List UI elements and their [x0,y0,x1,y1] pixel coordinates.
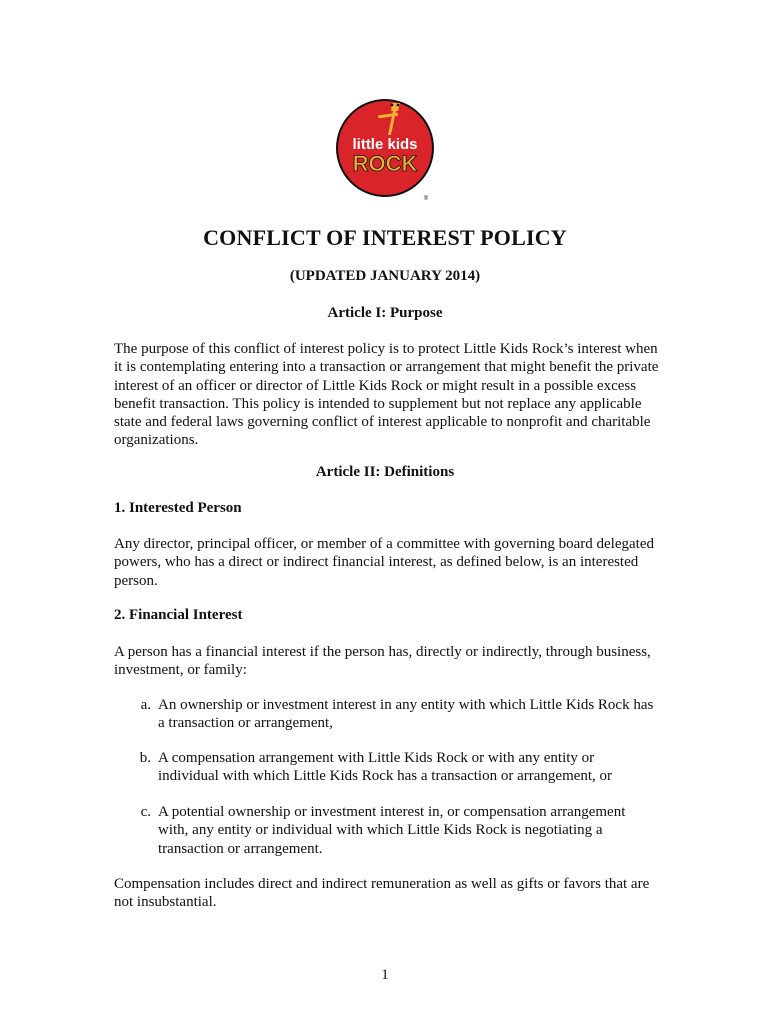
section-2-heading: 2. Financial Interest [114,607,243,623]
document-subtitle: (UPDATED JANUARY 2014) [289,268,481,284]
article-1-paragraph: The purpose of this conflict of interest policy is to protect Little Kids Rock’s interest when it is contemplating entering into a transaction or arrangement that might benefit the private interest of an officer or director of Little Kids Rock or might result in a possible excess benefit transaction. This policy is intended to supplement but not replace any applicable state and federal laws governing conflict of interest applicable to nonprofit and charitable organizations. [114,341,659,449]
list-item-text: An ownership or investment interest in any entity with which Little Kids Rock has a transaction or arrangement, [158,697,654,732]
section-2-closing: Compensation includes direct and indirect remuneration as well as gifts or favors that are not insubstantial. [114,876,650,911]
document-title: CONFLICT OF INTEREST POLICY [203,225,567,250]
article-1-heading: Article I: Purpose [327,305,443,321]
list-item-text: A potential ownership or investment interest in, or compensation arrangement with, any entity or individual with which Little Kids Rock is negotiating a transaction or arrangement. [158,804,626,857]
list-item [114,749,654,786]
article-2-heading: Article II: Definitions [315,464,455,480]
section-1-paragraph: Any director, principal officer, or member of a committee with governing board delegated powers, who has a direct or indirect financial interest, as defined below, is an interested person. [114,536,654,589]
list-item [114,696,654,733]
logo-text-line2: ROCK [352,151,418,176]
list-item [114,803,654,858]
logo-text-line1: little kids [352,136,418,153]
list-item-marker: b. [139,750,151,766]
logo-registered-mark: ® [423,196,429,202]
section-1-heading: 1. Interested Person [114,500,242,516]
list-item-marker: c. [140,804,151,820]
section-2-intro: A person has a financial interest if the person has, directly or indirectly, through business, investment, or family: [114,644,651,679]
page-number: 1 [381,967,389,983]
little-kids-rock-logo [334,97,438,203]
list-item-marker: a. [140,697,151,713]
list-item-text: A compensation arrangement with Little Kids Rock or with any entity or individual with which Little Kids Rock has a transaction or arrangement, or [158,750,613,785]
